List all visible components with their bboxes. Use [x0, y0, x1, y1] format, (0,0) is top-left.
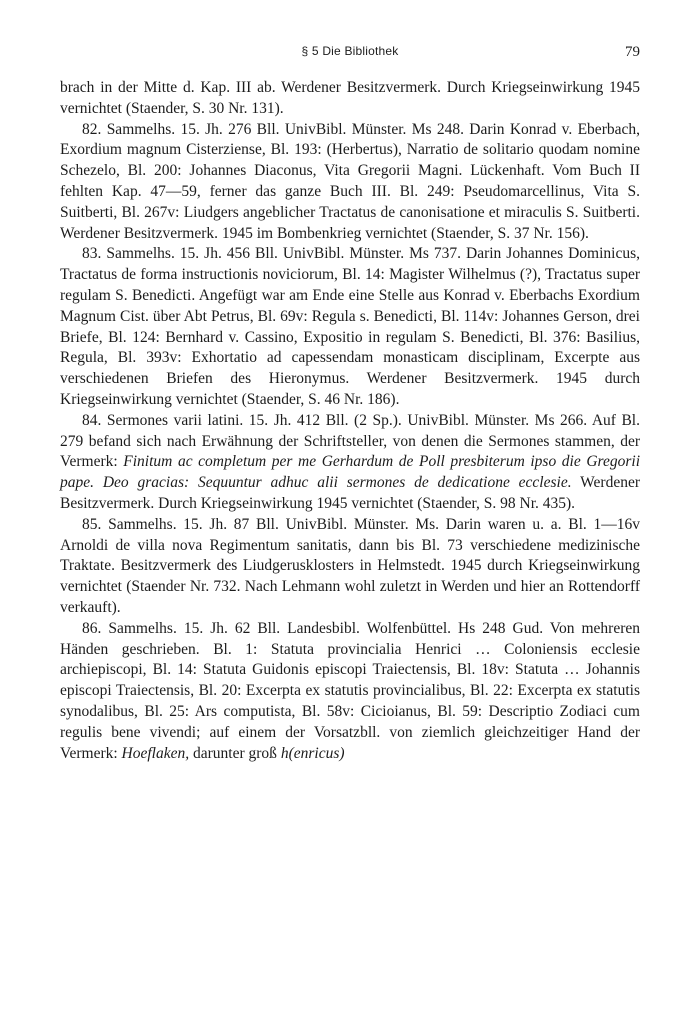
text-run: Werdener Besitzvermerk. Durch Kriegseinwirkung 1945 vernichtet (Staender, S. 98 Nr. 435). [60, 474, 640, 512]
text-run: 83. Sammelhs. 15. Jh. 456 Bll. UnivBibl. Münster. Ms 737. Darin Johannes Dominicus, Tractatus de forma instructionis noviciorum, Bl. 14: Magister Wilhelmus (?), Tractatus super regulam S. Benedicti. Angefügt war am Ende eine Stelle aus Konrad v. Eberbachs Exordium Magnum Cist. über Abt Petrus, Bl. 69v: Regula s. Benedicti, Bl. 114v: Johannes Gerson, drei Briefe, Bl. 124: Bernhard v. Cassino, Expositio in regulam S. Benedicti, Bl. 376: Basilius, Regula, Bl. 393v: Exhortatio ad capessendam monasticam disciplinam, Excerpte aus verschiedenen Briefen des Hieronymus. Werdener Besitzvermerk. 1945 durch Kriegseinwirkung vernichtet (Staender, S. 46 Nr. 186). [60, 245, 640, 408]
entry-85 [60, 515, 640, 619]
body-text [60, 78, 640, 764]
paragraph-continuation [60, 78, 640, 120]
page-number: 79 [625, 44, 640, 60]
text-run: 85. Sammelhs. 15. Jh. 87 Bll. UnivBibl. Münster. Ms. Darin waren u. a. Bl. 1—16v Arnoldi de villa nova Regimentum sanitatis, dann bis Bl. 73 verschiedene medizinische Traktate. Besitzvermerk des Liudgerusklosters in Helmstedt. 1945 durch Kriegseinwirkung vernichtet (Staender Nr. 732. Nach Lehmann wohl zuletzt in Werden und hier an Rottendorff verkauft). [60, 515, 640, 616]
italic-quote: Finitum ac completum per me Gerhardum de Poll presbiterum ipso die Gregorii pape. Deo gracias: Sequuntur adhuc alii sermones de dedicatione ecclesie. [60, 453, 641, 492]
running-title: § 5 Die Bibliothek [301, 44, 399, 58]
text-run: darunter groß [189, 744, 281, 762]
italic-quote: Hoeflaken, [121, 744, 190, 762]
entry-84 [60, 411, 640, 515]
entry-82 [60, 120, 640, 245]
text-run: 82. Sammelhs. 15. Jh. 276 Bll. UnivBibl. Münster. Ms 248. Darin Konrad v. Eberbach, Exordium magnum Cisterziense, Bl. 193: (Herbertus), Narratio de solitario quodam nomine Schezelo, Bl. 200: Johannes Diaconus, Vita Gregorii Magni. Lückenhaft. Vom Buch II fehlten Kap. 47—59, ferner das ganze Buch III. Bl. 249: Pseudomarcellinus, Vita S. Suitberti, Bl. 267v: Liudgers angeblicher Tractatus de canonisatione et miraculis S. Suitberti. Werdener Besitzvermerk. 1945 im Bombenkrieg vernichtet (Staender, S. 37 Nr. 156). [60, 120, 640, 242]
italic-quote: h(enricus) [280, 744, 345, 762]
entry-83 [60, 244, 640, 410]
text-run: brach in der Mitte d. Kap. III ab. Werdener Besitzvermerk. Durch Kriegseinwirkung 1945 vernichtet (Staender, S. 30 Nr. 131). [60, 79, 640, 117]
text-run: 86. Sammelhs. 15. Jh. 62 Bll. Landesbibl. Wolfenbüttel. Hs 248 Gud. Von mehreren Händen geschrieben. Bl. 1: Statuta provincialia Henrici … Coloniensis ecclesie archiepiscopi, Bl. 14: Statuta Guidonis episcopi Traiectensis, Bl. 18v: Statuta … Johannis episcopi Traiectensis, Bl. 20: Excerpta ex statutis provincialibus, Bl. 22: Excerpta ex statutis synodalibus, Bl. 25: Ars computista, Bl. 58v: Cicioianus, Bl. 59: Descriptio Zodiaci cum regulis bene vivendi; auf einem der Vorsatzbll. von ziemlich gleichzeitiger Hand der Vermerk: [60, 619, 640, 762]
text-run: 84. Sermones varii latini. 15. Jh. 412 Bll. (2 Sp.). UnivBibl. Münster. Ms 266. Auf Bl. 279 befand sich nach Erwähnung der Schriftsteller, von denen die Sermones stammen, der Vermerk: [60, 411, 640, 471]
entry-86 [60, 619, 640, 765]
running-head [60, 44, 640, 64]
